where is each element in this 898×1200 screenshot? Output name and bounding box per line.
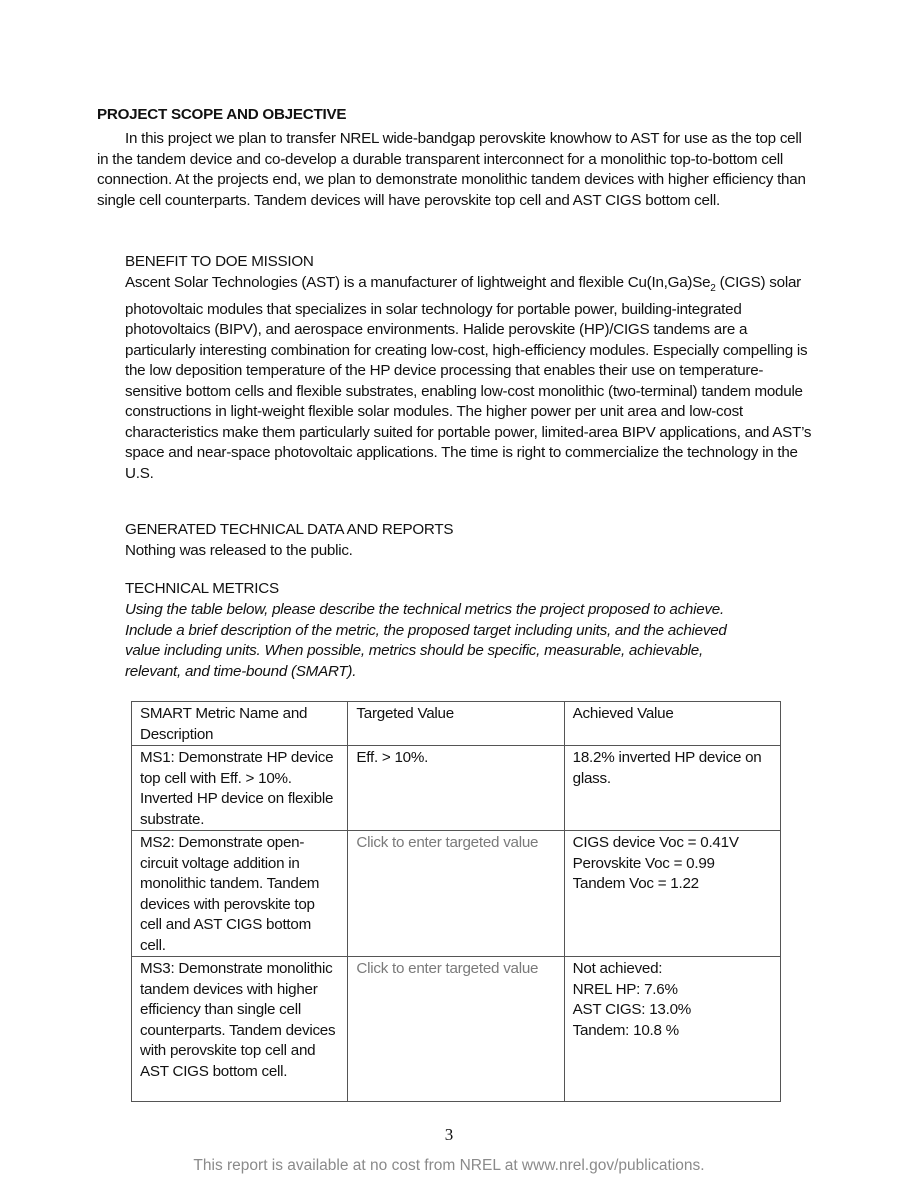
row2-target-placeholder[interactable]: Click to enter targeted value xyxy=(348,831,564,957)
metrics-heading: TECHNICAL METRICS xyxy=(125,580,279,597)
scope-paragraph: In this project we plan to transfer NREL wide-bandgap perovskite knowhow to AST for use as the top cell in the tandem device and co-develop a durable transparent interconnect for a monolithic top-to-bottom cell connection. At the projects end, we plan to demonstrate monolithic tandem devices with higher efficiency than single cell counterparts. Tandem devices will have perovskite top cell and AST CIGS bottom cell. xyxy=(97,130,806,209)
row3-target-placeholder[interactable]: Click to enter targeted value xyxy=(348,957,564,1102)
row3-achieved xyxy=(564,957,780,1102)
row1-target[interactable]: Eff. > 10%. xyxy=(348,746,564,831)
benefit-subscript: 2 xyxy=(710,283,716,295)
row1-metric: MS1: Demonstrate HP device top cell with Eff. > 10%. Inverted HP device on flexible substrate. xyxy=(132,746,348,831)
benefit-paragraph xyxy=(125,273,815,484)
table-row xyxy=(132,957,781,1102)
row3-achieved-line: Tandem: 10.8 % xyxy=(572,1021,679,1039)
benefit-text-post: (CIGS) solar photovoltaic modules that specializes in solar technology for portable power, building-integrated photovoltaics (BIPV), and aerospace environments. Halide perovskite (HP)/CIGS tandems are a particularly interesting combination for creating low-cost, high-efficiency modules. Especially compelling is the low deposition temperature of the HP device processing that enables their use on temperature-sensitive bottom cells and flexible substrates, enabling low-cost monolithic (two-terminal) tandem module constructions in light-weight flexible solar modules. The higher power per unit area and low-cost characteristics make them particularly suited for portable power, limited-area BIPV applications, and AST’s space and near-space photovoltaic applications. The time is right to commercialize the technology in the U.S. xyxy=(125,274,812,482)
row1-achieved xyxy=(564,746,780,831)
smart-metrics-table xyxy=(131,701,781,1102)
row3-achieved-line: Not achieved: xyxy=(572,960,663,977)
generated-heading: GENERATED TECHNICAL DATA AND REPORTS xyxy=(125,521,454,538)
row1-achieved-line: 18.2% inverted HP device on glass. xyxy=(572,749,762,787)
scope-heading: PROJECT SCOPE AND OBJECTIVE xyxy=(97,106,347,123)
row3-achieved-line: AST CIGS: 13.0% xyxy=(572,1001,692,1018)
row2-achieved-line: CIGS device Voc = 0.41V xyxy=(572,834,739,851)
row2-achieved-line: Tandem Voc = 1.22 xyxy=(572,875,699,892)
table-row xyxy=(132,746,781,831)
page-footer: This report is available at no cost from NREL at www.nrel.gov/publications. xyxy=(193,1157,705,1174)
header-target: Targeted Value xyxy=(348,702,564,746)
generated-paragraph: Nothing was released to the public. xyxy=(125,542,353,559)
row2-achieved xyxy=(564,831,780,957)
row2-metric: MS2: Demonstrate open-circuit voltage addition in monolithic tandem. Tandem devices with perovskite top cell and AST CIGS bottom cell. xyxy=(132,831,348,957)
benefit-text-pre: Ascent Solar Technologies (AST) is a manufacturer of lightweight and flexible Cu(In,Ga)Se xyxy=(125,274,711,291)
benefit-heading: BENEFIT TO DOE MISSION xyxy=(125,253,314,270)
metrics-instructions: Using the table below, please describe the technical metrics the project proposed to achieve. Include a brief description of the metric, the proposed target including units, and the achieved value including units. When possible, metrics should be specific, measurable, achievable, relevant, and time-bound (SMART). xyxy=(125,601,727,680)
row2-achieved-line: Perovskite Voc = 0.99 xyxy=(572,854,715,872)
row3-achieved-line: NREL HP: 7.6% xyxy=(572,980,678,998)
row3-metric: MS3: Demonstrate monolithic tandem devices with higher efficiency than single cell counterparts. Tandem devices with perovskite top cell and AST CIGS bottom cell. xyxy=(132,957,348,1102)
page-number: 3 xyxy=(444,1125,454,1144)
table-row xyxy=(132,831,781,957)
table-header-row xyxy=(132,702,781,746)
header-achieved: Achieved Value xyxy=(564,702,780,746)
header-metric: SMART Metric Name and Description xyxy=(132,702,348,746)
